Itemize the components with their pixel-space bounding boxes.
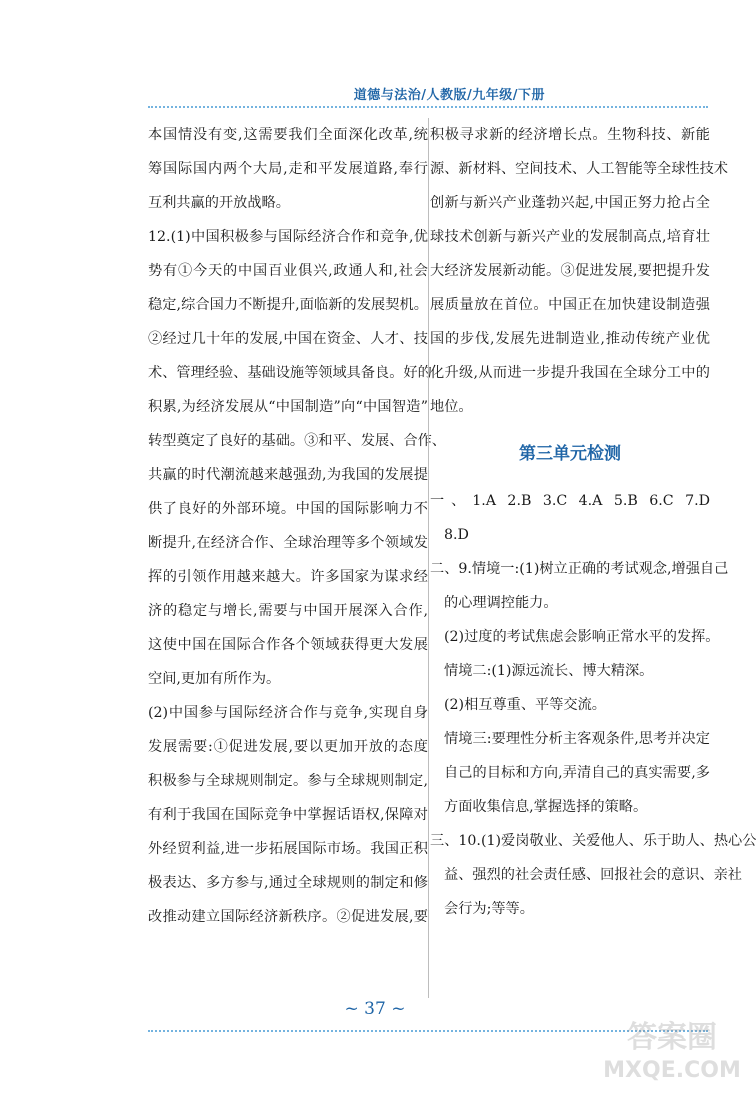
header-dotted-rule xyxy=(148,106,708,108)
text-line: 本国情没有变,这需要我们全面深化改革,统 xyxy=(148,127,428,143)
text-line: 12.(1)中国积极参与国际经济合作和竞争,优 xyxy=(148,229,428,245)
answer-line: 益、强烈的社会责任感、回报社会的意识、亲社 xyxy=(444,867,742,883)
answer-line: 会行为;等等。 xyxy=(444,901,534,917)
text-line: 积极参与全球规则制定。参与全球规则制定, xyxy=(148,773,428,789)
answer-line: (2)过度的考试焦虑会影响正常水平的发挥。 xyxy=(444,629,720,645)
text-line: 积累,为经济发展从“中国制造”向“中国智造” xyxy=(148,399,428,415)
text-line: 济的稳定与增长,需要与中国开展深入合作, xyxy=(148,603,428,619)
text-line: 共赢的时代潮流越来越强劲,为我国的发展提 xyxy=(148,467,428,483)
page-number: ~ 37 ~ xyxy=(344,999,406,1019)
answer-line: 二、9.情境一:(1)树立正确的考试观念,增强自己 xyxy=(430,561,729,577)
text-line: 积极寻求新的经济增长点。生物科技、新能 xyxy=(430,127,710,143)
unit-three-test-answers xyxy=(430,484,756,926)
answer-line: 方面收集信息,掌握选择的策略。 xyxy=(444,799,648,815)
text-line: 外经贸利益,进一步拓展国际市场。我国正积 xyxy=(148,841,428,857)
text-line: 筹国际国内两个大局,走和平发展道路,奉行 xyxy=(148,161,428,177)
column-divider xyxy=(428,118,429,998)
text-line: 挥的引领作用越来越大。许多国家为谋求经 xyxy=(148,569,428,585)
text-line: 改推动建立国际经济新秩序。②促进发展,要 xyxy=(148,909,428,925)
answer-line: 情境二:(1)源远流长、博大精深。 xyxy=(444,663,654,679)
text-line: 国的步伐,发展先进制造业,推动传统产业优 xyxy=(430,331,710,347)
text-line: 化升级,从而进一步提升我国在全球分工中的 xyxy=(430,365,710,381)
text-line: (2)中国参与国际经济合作与竞争,实现自身 xyxy=(148,705,428,721)
text-line: 互利共赢的开放战略。 xyxy=(148,195,290,211)
answer-line: 一、1.A 2.B 3.C 4.A 5.B 6.C 7.D xyxy=(430,493,710,509)
text-line: 术、管理经验、基础设施等领域具备良。好的 xyxy=(148,365,432,381)
text-line: 发展需要:①促进发展,要以更加开放的态度 xyxy=(148,739,428,755)
text-line: 有利于我国在国际竞争中掌握话语权,保障对 xyxy=(148,807,428,823)
text-line: 极表达、多方参与,通过全球规则的制定和修 xyxy=(148,875,428,891)
watermark-text-bottom: MXQE.COM xyxy=(603,1058,741,1083)
left-column xyxy=(148,118,446,934)
text-line: 地位。 xyxy=(430,399,473,415)
watermark-text-top: 答案圈 xyxy=(627,1020,717,1055)
watermark-logo xyxy=(602,1007,742,1085)
section-title: 第三单元检测 xyxy=(519,444,621,464)
answer-line: (2)相互尊重、平等交流。 xyxy=(444,697,606,713)
text-line: 展质量放在首位。中国正在加快建设制造强 xyxy=(430,297,710,313)
answer-line: 情境三:要理性分析主客观条件,思考并决定 xyxy=(444,731,710,747)
answer-line: 的心理调控能力。 xyxy=(444,595,558,611)
text-line: 创新与新兴产业蓬勃兴起,中国正努力抢占全 xyxy=(430,195,710,211)
text-line: ②经过几十年的发展,中国在资金、人才、技 xyxy=(148,331,428,347)
text-line: 大经济发展新动能。③促进发展,要把提升发 xyxy=(430,263,710,279)
text-line: 空间,更加有所作为。 xyxy=(148,671,281,687)
right-column xyxy=(430,118,756,926)
running-header: 道德与法治/人教版/九年级/下册 xyxy=(353,88,545,103)
text-line: 源、新材料、空间技术、人工智能等全球性技术 xyxy=(430,161,728,177)
answer-line: 自己的目标和方向,弄清自己的真实需要,多 xyxy=(444,765,710,781)
answer-line: 8.D xyxy=(444,527,469,543)
right-column-continued-answer xyxy=(430,118,728,424)
text-line: 球技术创新与新兴产业的发展制高点,培育壮 xyxy=(430,229,710,245)
text-line: 势有①今天的中国百业俱兴,政通人和,社会 xyxy=(148,263,428,279)
text-line: 供了良好的外部环境。中国的国际影响力不 xyxy=(148,501,428,517)
text-line: 这使中国在国际合作各个领域获得更大发展 xyxy=(148,637,428,653)
answer-line: 三、10.(1)爱岗敬业、关爱他人、乐于助人、热心公 xyxy=(430,833,756,849)
text-line: 断提升,在经济合作、全球治理等多个领域发 xyxy=(148,535,428,551)
text-line: 转型奠定了良好的基础。③和平、发展、合作、 xyxy=(148,433,446,449)
text-line: 稳定,综合国力不断提升,面临新的发展契机。 xyxy=(148,297,428,313)
